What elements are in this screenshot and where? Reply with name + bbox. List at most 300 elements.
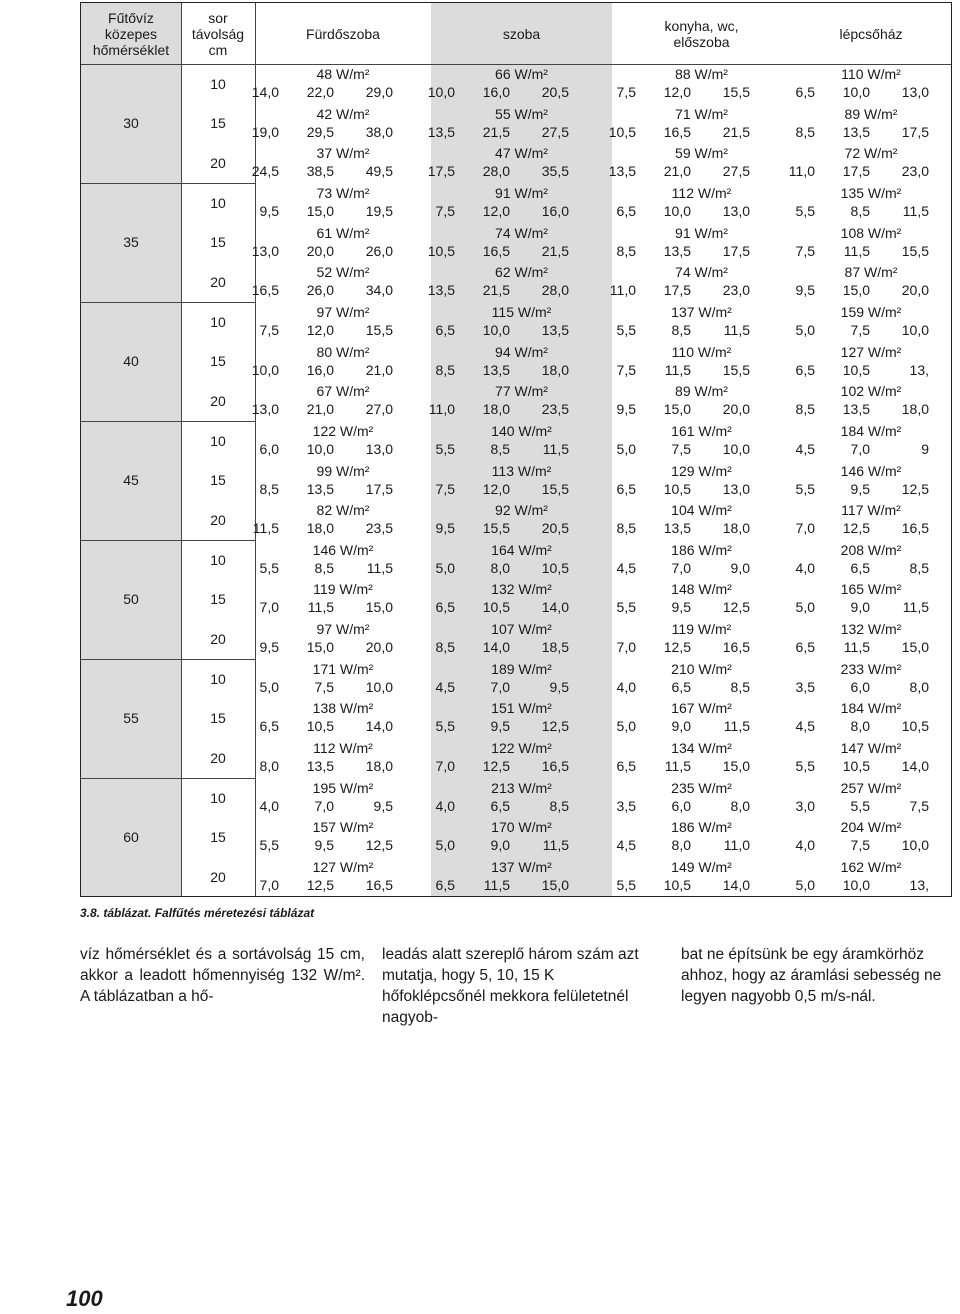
header-room: Fürdőszoba [255,3,431,64]
surface-value: 3,5 [795,678,815,695]
spacing-value: 15 [210,829,226,846]
surface-value: 21,5 [482,123,510,140]
heat-output: 132 W/m² [491,581,552,598]
temp-value: 60 [123,829,139,846]
surface-value: 21,5 [482,282,510,299]
surface-value: 17,5 [365,480,393,497]
surface-value: 8,5 [314,559,334,576]
heat-output: 104 W/m² [671,502,732,519]
surface-value: 5,5 [616,321,636,338]
surface-value: 10,5 [663,877,691,893]
surface-value: 6,5 [616,202,636,219]
surface-value: 10,5 [482,599,510,616]
surface-value: 12,0 [482,202,510,219]
heat-output: 210 W/m² [671,660,732,677]
surface-value: 7,0 [671,559,691,576]
surface-value: 18,0 [482,401,510,418]
surface-value: 16,0 [306,361,334,378]
surface-value: 5,0 [435,837,455,854]
surface-value: 15,5 [722,361,750,378]
surface-value: 17,5 [901,123,929,140]
surface-value: 17,5 [722,242,750,259]
surface-value: 5,0 [795,599,815,616]
surface-value: 13,0 [901,84,929,100]
heat-output: 112 W/m² [313,740,373,757]
surface-value: 3,5 [616,797,636,814]
surface-value: 14,0 [901,758,929,775]
surface-value: 15,0 [306,202,334,219]
surface-value: 14,0 [365,718,393,735]
surface-value: 10,5 [306,718,334,735]
surface-value: 5,0 [616,440,636,457]
surface-value: 15,0 [722,758,750,775]
surface-value: 6,0 [259,440,279,457]
heat-output: 42 W/m² [316,105,370,122]
heat-output: 108 W/m² [840,224,902,241]
surface-value: 10,0 [482,321,510,338]
surface-value: 20,5 [541,520,569,537]
heat-output: 117 W/m² [841,502,901,519]
temp-value: 35 [123,234,139,251]
surface-value: 16,5 [365,877,393,893]
surface-value: 34,0 [365,282,393,299]
surface-value: 11,0 [723,837,750,854]
surface-value: 9,0 [850,599,870,616]
surface-value: 20,0 [722,401,750,418]
surface-value: 21,0 [306,401,334,418]
heat-output: 74 W/m² [675,264,728,281]
surface-value: 26,0 [365,242,393,259]
surface-value: 12,5 [663,639,691,656]
surface-value: 7,0 [259,599,279,616]
surface-value: 29,0 [365,84,393,100]
heat-output: 89 W/m² [675,383,728,400]
surface-value: 14,0 [722,877,750,893]
surface-value: 10,0 [427,84,455,100]
temp-value: 55 [123,710,139,727]
surface-value: 6,0 [850,678,870,695]
heat-output: 62 W/m² [495,264,548,281]
heat-output: 48 W/m² [316,66,370,82]
heat-output: 213 W/m² [491,779,552,796]
surface-value: 5,5 [850,797,870,814]
surface-value: 5,0 [616,718,636,735]
surface-value: 11,5 [723,718,750,735]
heat-output: 195 W/m² [312,779,374,796]
surface-value: 13,0 [251,401,279,418]
surface-value: 23,0 [722,282,750,299]
surface-value: 38,0 [365,123,393,140]
surface-value: 4,5 [435,678,455,695]
surface-value: 27,0 [365,401,393,418]
surface-value: 8,5 [435,639,455,656]
surface-value: 13,5 [663,520,691,537]
surface-value: 7,5 [314,678,334,695]
heat-output: 59 W/m² [675,145,728,162]
heat-output: 148 W/m² [671,581,732,598]
surface-value: 15,0 [365,599,393,616]
surface-value: 5,0 [795,877,815,893]
surface-value: 9,0 [490,837,510,854]
surface-value: 9,0 [671,718,691,735]
surface-value: 21,0 [663,163,691,180]
surface-value: 4,5 [795,440,815,457]
surface-value: 13,5 [541,321,569,338]
surface-value: 8,0 [259,758,279,775]
surface-value: 12,0 [663,84,691,100]
surface-value: 10,0 [365,678,393,695]
surface-value: 10,5 [541,559,569,576]
surface-value: 7,0 [490,678,510,695]
surface-value: 12,5 [365,837,393,854]
surface-value: 28,0 [482,163,510,180]
surface-value: 28,0 [541,282,569,299]
surface-value: 13,5 [427,123,455,140]
surface-value: 7,5 [909,797,929,814]
surface-value: 7,5 [795,242,815,259]
heat-output: 161 W/m² [671,422,732,439]
heat-output: 97 W/m² [316,621,370,638]
spacing-value: 15 [210,234,226,251]
surface-value: 13,5 [306,758,334,775]
surface-value: 27,5 [722,163,750,180]
surface-value: 16,0 [541,202,569,219]
surface-value: 10,0 [663,202,691,219]
heat-output: 149 W/m² [671,859,732,875]
spacing-value: 10 [210,313,226,330]
heat-output: 186 W/m² [671,819,732,836]
surface-value: 15,5 [722,84,750,100]
surface-value: 21,5 [722,123,750,140]
surface-value: 8,0 [909,678,929,695]
surface-value: 49,5 [365,163,393,180]
temp-value: 40 [123,353,139,370]
surface-value: 6,5 [435,321,455,338]
surface-value: 4,0 [435,797,455,814]
surface-value: 11,5 [542,837,569,854]
heat-output: 119 W/m² [313,581,373,598]
heat-output: 94 W/m² [495,343,548,360]
surface-value: 38,5 [306,163,334,180]
surface-value: 12,5 [482,758,510,775]
surface-value: 8,5 [671,321,691,338]
surface-value: 11,5 [252,520,279,537]
surface-value: 4,0 [616,678,636,695]
heat-output: 52 W/m² [316,264,370,281]
surface-value: 27,5 [541,123,569,140]
surface-value: 21,5 [541,242,569,259]
surface-value: 14,0 [251,84,279,100]
heat-output: 88 W/m² [675,66,728,82]
surface-value: 6,5 [616,758,636,775]
surface-value: 5,5 [795,758,815,775]
table-caption [80,906,314,920]
surface-value: 5,5 [259,837,279,854]
surface-value: 10,5 [842,758,870,775]
heat-output: 208 W/m² [840,541,902,558]
heat-output: 37 W/m² [316,145,370,162]
surface-value: 14,0 [541,599,569,616]
surface-value: 9,5 [259,639,279,656]
surface-value: 4,0 [259,797,279,814]
surface-value: 12,5 [901,480,929,497]
surface-value: 4,0 [795,837,815,854]
heat-output: 89 W/m² [844,105,898,122]
surface-value: 11,5 [483,877,510,893]
spacing-value: 15 [210,115,226,132]
surface-value: 11,5 [723,321,750,338]
surface-value: 6,5 [795,639,815,656]
spacing-value: 10 [210,75,226,92]
surface-value: 6,5 [259,718,279,735]
surface-value: 6,5 [671,678,691,695]
heat-output: 151 W/m² [491,700,552,717]
heat-output: 115 W/m² [491,303,552,320]
surface-value: 10,0 [901,321,929,338]
surface-value: 21,0 [365,361,393,378]
heat-output: 165 W/m² [840,581,902,598]
heat-output: 47 W/m² [495,145,548,162]
surface-value: 5,5 [616,877,636,893]
surface-value: 16,5 [901,520,929,537]
surface-value: 13,0 [722,202,750,219]
surface-value: 5,0 [435,559,455,576]
surface-value: 5,5 [795,480,815,497]
surface-value: 10,5 [842,361,870,378]
surface-value: 6,5 [435,599,455,616]
heat-output: 257 W/m² [840,779,902,796]
spacing-value: 20 [210,868,226,885]
surface-value: 4,0 [795,559,815,576]
surface-value: 13, [909,361,929,378]
surface-value: 13,5 [608,163,636,180]
surface-value: 13, [909,877,929,893]
surface-value: 12,0 [306,321,334,338]
surface-value: 8,5 [490,440,510,457]
heat-output: 55 W/m² [495,105,548,122]
surface-value: 4,5 [795,718,815,735]
surface-value: 8,5 [616,242,636,259]
header-room: konyha, wc, előszoba [612,3,791,64]
spacing-value: 15 [210,353,226,370]
surface-value: 8,0 [490,559,510,576]
surface-value: 7,5 [259,321,279,338]
body-text-column-3: bat ne építsünk be egy áramkörhöz ahhoz, hogy az áramlási sebesség ne legyen nagyobb 0,5 m/s-nál. [681,946,942,1005]
heat-output: 112 W/m² [671,184,732,201]
surface-value: 9,0 [730,559,750,576]
spacing-value: 20 [210,630,226,647]
heat-output: 72 W/m² [844,145,898,162]
surface-value: 11,5 [902,202,929,219]
surface-value: 22,0 [306,84,334,100]
spacing-value: 15 [210,472,226,489]
heat-output: 204 W/m² [840,819,902,836]
surface-value: 7,0 [314,797,334,814]
surface-value: 8,5 [850,202,870,219]
heat-output: 74 W/m² [495,224,548,241]
temp-value: 45 [123,472,139,489]
page-number: 100 [66,1286,103,1311]
heat-output: 113 W/m² [491,462,552,479]
caption-title: Falfűtés méretezési táblázat [154,906,315,920]
heat-output: 66 W/m² [495,66,548,82]
surface-value: 11,0 [609,282,636,299]
heat-output: 132 W/m² [840,621,902,638]
surface-value: 23,5 [365,520,393,537]
surface-value: 7,5 [850,837,870,854]
surface-value: 6,5 [850,559,870,576]
surface-value: 15,0 [901,639,929,656]
surface-value: 10,5 [663,480,691,497]
heat-output: 71 W/m² [675,105,728,122]
wall-heating-sizing-table [80,2,952,897]
heat-output: 146 W/m² [312,541,374,558]
caption-label: 3.8. táblázat. [80,906,152,920]
surface-value: 7,0 [259,877,279,893]
surface-value: 16,5 [482,242,510,259]
surface-value: 23,0 [901,163,929,180]
spacing-value: 20 [210,511,226,528]
surface-value: 11,5 [366,559,393,576]
surface-value: 10,0 [722,440,750,457]
surface-value: 12,5 [306,877,334,893]
surface-value: 11,5 [664,758,691,775]
surface-value: 13,0 [722,480,750,497]
surface-value: 5,5 [259,559,279,576]
surface-value: 16,5 [251,282,279,299]
body-text-column-1: víz hőmérséklet és a sortávolság 15 cm, akkor a leadott hőmennyiség 132 W/m². A táblázatban a hő- [80,946,365,1005]
spacing-value: 20 [210,749,226,766]
spacing-value: 10 [210,432,226,449]
header-temp: Fűtővíz közepes hőmérséklet [81,3,181,64]
spacing-value: 10 [210,789,226,806]
surface-value: 15,0 [541,877,569,893]
heat-output: 102 W/m² [840,383,902,400]
surface-value: 7,0 [850,440,870,457]
heat-output: 235 W/m² [671,779,732,796]
surface-value: 9 [921,440,929,457]
surface-value: 5,0 [795,321,815,338]
surface-value: 20,0 [306,242,334,259]
surface-value: 7,5 [616,84,636,100]
heat-output: 137 W/m² [671,303,732,320]
surface-value: 10,0 [842,877,870,893]
spacing-value: 15 [210,591,226,608]
surface-value: 7,0 [435,758,455,775]
heat-output: 157 W/m² [312,819,374,836]
surface-value: 13,5 [306,480,334,497]
heat-output: 67 W/m² [316,383,370,400]
heat-output: 122 W/m² [491,740,552,757]
spacing-value: 20 [210,393,226,409]
heat-output: 91 W/m² [495,184,548,201]
heat-output: 138 W/m² [312,700,374,717]
surface-value: 19,0 [251,123,279,140]
heat-output: 164 W/m² [491,541,552,558]
body-text-column-2: leadás alatt szereplő három szám azt mutatja, hogy 5, 10, 15 K hőfoklépcsőnél mekkora felületetnél nagyob- [382,946,639,1026]
surface-value: 5,5 [435,440,455,457]
surface-value: 10,0 [901,837,929,854]
surface-value: 3,0 [795,797,815,814]
surface-value: 9,5 [616,401,636,418]
surface-value: 7,5 [616,361,636,378]
surface-value: 9,5 [850,480,870,497]
surface-value: 6,5 [795,84,815,100]
heat-output: 73 W/m² [316,184,370,201]
heat-output: 129 W/m² [671,462,732,479]
heat-output: 137 W/m² [491,859,552,875]
heat-output: 122 W/m² [312,422,374,439]
surface-value: 15,0 [306,639,334,656]
spacing-value: 20 [210,274,226,291]
surface-value: 18,0 [541,361,569,378]
surface-value: 29,5 [306,123,334,140]
surface-value: 18,0 [722,520,750,537]
surface-value: 20,5 [541,84,569,100]
surface-value: 17,5 [427,163,455,180]
surface-value: 14,0 [482,639,510,656]
surface-value: 6,0 [671,797,691,814]
surface-value: 8,5 [909,559,929,576]
surface-value: 13,5 [842,401,870,418]
surface-value: 10,0 [842,84,870,100]
heat-output: 171 W/m² [312,660,374,677]
surface-value: 7,0 [616,639,636,656]
surface-value: 16,5 [722,639,750,656]
heat-output: 107 W/m² [491,621,552,638]
surface-value: 13,5 [842,123,870,140]
heat-output: 110 W/m² [671,343,732,360]
surface-value: 4,5 [616,837,636,854]
surface-value: 11,5 [843,242,870,259]
surface-value: 8,5 [795,123,815,140]
surface-value: 23,5 [541,401,569,418]
heat-output: 92 W/m² [495,502,548,519]
surface-value: 11,5 [902,599,929,616]
heat-output: 127 W/m² [840,343,902,360]
surface-value: 13,5 [663,242,691,259]
surface-value: 15,5 [901,242,929,259]
heat-output: 189 W/m² [491,660,552,677]
heat-output: 110 W/m² [841,66,901,82]
heat-output: 80 W/m² [316,343,370,360]
surface-value: 11,5 [542,440,569,457]
heat-output: 170 W/m² [491,819,552,836]
surface-value: 5,5 [616,599,636,616]
surface-value: 9,5 [549,678,569,695]
heat-output: 134 W/m² [671,740,732,757]
surface-value: 11,0 [788,163,815,180]
surface-value: 15,5 [541,480,569,497]
surface-value: 24,5 [251,163,279,180]
surface-value: 12,5 [842,520,870,537]
temp-value: 50 [123,591,139,608]
surface-value: 7,5 [671,440,691,457]
surface-value: 13,0 [365,440,393,457]
surface-value: 17,5 [663,282,691,299]
surface-value: 8,5 [616,520,636,537]
surface-value: 8,5 [795,401,815,418]
heat-output: 119 W/m² [671,621,732,638]
spacing-value: 10 [210,194,226,211]
spacing-value: 20 [210,155,226,172]
surface-value: 16,5 [663,123,691,140]
surface-value: 19,5 [365,202,393,219]
surface-value: 20,0 [901,282,929,299]
heat-output: 162 W/m² [840,859,902,875]
surface-value: 35,5 [541,163,569,180]
surface-value: 17,5 [842,163,870,180]
